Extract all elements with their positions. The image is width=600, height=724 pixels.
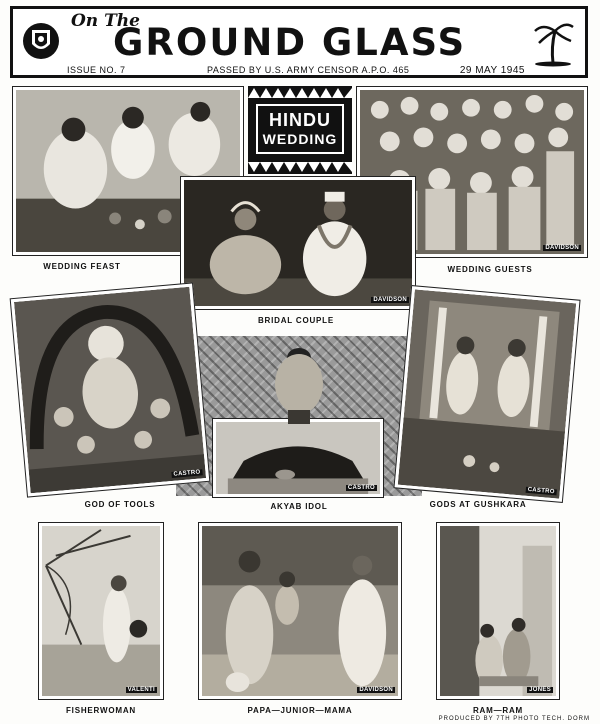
idol-head-icon <box>268 344 330 424</box>
caption-fisherwoman: FISHERWOMAN <box>66 706 136 715</box>
fisherwoman-image <box>42 526 160 696</box>
zigzag-border-icon <box>248 162 352 172</box>
photo-credit: CASTRO <box>527 486 555 496</box>
masthead-on-the: On The <box>71 11 140 31</box>
photo-bridal-couple <box>180 176 416 310</box>
photo-fisherwoman <box>38 522 164 700</box>
caption-ram-ram: RAM—RAM <box>472 706 524 715</box>
ram-ram-image <box>440 526 556 696</box>
banner-frame <box>256 104 344 154</box>
caption-akyab-idol: AKYAB IDOL <box>270 502 328 511</box>
banner-wedding: WEDDING <box>262 131 338 147</box>
papa-junior-mama-image <box>202 526 398 696</box>
caption-god-of-tools: GOD OF TOOLS <box>84 500 156 509</box>
production-credit: PRODUCED BY 7TH PHOTO TECH. DORM <box>438 716 590 722</box>
caption-wedding-guests: WEDDING GUESTS <box>447 265 533 274</box>
photo-credit: DAVIDSON <box>545 245 579 251</box>
censor-notice: PASSED BY U.S. ARMY CENSOR A.P.O. 465 <box>207 65 410 75</box>
photo-god-of-tools <box>10 282 211 497</box>
caption-wedding-feast: WEDDING FEAST <box>43 262 121 271</box>
issue-date: 29 MAY 1945 <box>459 65 525 76</box>
masthead <box>10 6 588 78</box>
bridal-couple-image <box>184 180 412 306</box>
photo-credit: CASTRO <box>173 469 201 478</box>
hindu-wedding-banner <box>248 86 352 174</box>
photo-akyab-idol <box>212 418 384 498</box>
caption-papa-junior-mama: PAPA—JUNIOR—MAMA <box>247 706 353 715</box>
palm-tree-icon <box>531 17 575 67</box>
insignia-shield-icon <box>21 21 61 61</box>
zigzag-border-icon <box>248 88 352 98</box>
photo-gods-at-gushkara <box>393 285 580 503</box>
photo-credit: DAVIDSON <box>373 297 407 303</box>
photo-papa-junior-mama <box>198 522 402 700</box>
god-of-tools-image <box>14 287 206 494</box>
photo-credit: CASTRO <box>347 485 375 491</box>
photo-ram-ram <box>436 522 560 700</box>
gods-at-gushkara-image <box>398 289 576 498</box>
caption-bridal-couple: BRIDAL COUPLE <box>257 316 335 325</box>
issue-number: ISSUE NO. 7 <box>67 65 126 75</box>
masthead-title: GROUND GLASS <box>113 21 467 64</box>
akyab-idol-image <box>216 422 380 494</box>
caption-gods-at-gushkara: GODS AT GUSHKARA <box>429 500 527 509</box>
photo-credit: VALENTI <box>127 687 155 693</box>
photo-credit: JONES <box>529 687 551 693</box>
banner-hindu: HINDU <box>269 110 331 130</box>
photo-credit: DAVIDSON <box>359 687 393 693</box>
